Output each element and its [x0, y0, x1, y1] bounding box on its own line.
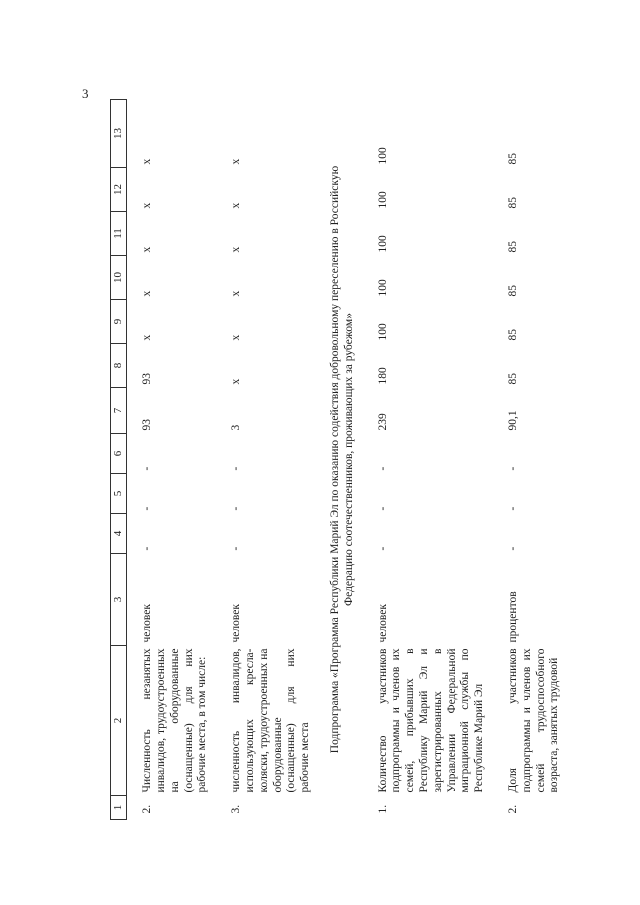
section-title: Подпрограмма «Программа Республики Марий Эл по оказанию содействия добровольному переселению в Российскую Федерацию соотечественников, проживающих за рубежом» — [328, 165, 355, 754]
value-cell: 85 — [506, 241, 519, 253]
table-row — [363, 100, 493, 820]
header-cell: 1 — [111, 796, 127, 820]
value-cell: x — [141, 334, 154, 341]
row-number: 2. — [141, 804, 154, 814]
value-cell: 100 — [376, 279, 389, 297]
header-cell: 13 — [111, 100, 127, 168]
value-cell: 100 — [376, 191, 389, 209]
header-cell: 3 — [111, 554, 127, 646]
header-cell: 7 — [111, 388, 127, 434]
value-cell: x — [141, 290, 154, 297]
value-cell: - — [376, 466, 389, 471]
value-cell: x — [230, 158, 243, 165]
row-number: 3. — [230, 804, 243, 814]
table-row — [127, 100, 216, 820]
section-row — [319, 100, 363, 820]
header-cell: 2 — [111, 646, 127, 796]
value-cell: x — [141, 158, 154, 165]
value-cell: x — [230, 378, 243, 385]
row-number: 2. — [506, 804, 519, 814]
value-cell: 93 — [141, 373, 154, 385]
header-cell: 6 — [111, 434, 127, 474]
value-cell: x — [141, 202, 154, 209]
value-cell: 100 — [376, 147, 389, 165]
unit: человек — [141, 604, 154, 643]
table-row — [216, 100, 319, 820]
indicators-table — [110, 99, 568, 820]
header-row — [111, 100, 127, 820]
header-cell: 9 — [111, 300, 127, 344]
value-cell: 85 — [506, 153, 519, 165]
indicator-name: Численность незанятых инвалидов, трудоустроенных на оборудованные (оснащенные) для них рабочие места, в том числе: — [141, 648, 209, 793]
value-cell: x — [230, 246, 243, 253]
value-cell: 3 — [230, 424, 243, 431]
value-cell: 85 — [506, 285, 519, 297]
value-cell: x — [230, 202, 243, 209]
value-cell: - — [141, 546, 154, 551]
header-cell: 11 — [111, 212, 127, 256]
row-number: 1. — [376, 804, 389, 814]
value-cell: - — [141, 506, 154, 511]
page-number: 3 — [82, 86, 89, 101]
value-cell: - — [506, 506, 519, 511]
unit: человек — [376, 604, 389, 643]
value-cell: - — [141, 466, 154, 471]
unit: процентов — [506, 591, 519, 643]
value-cell: - — [376, 546, 389, 551]
value-cell: x — [230, 334, 243, 341]
table-row — [493, 100, 568, 820]
value-cell: - — [506, 466, 519, 471]
value-cell: - — [230, 466, 243, 471]
value-cell: - — [506, 546, 519, 551]
header-cell: 4 — [111, 514, 127, 554]
header-cell: 12 — [111, 168, 127, 212]
header-cell: 10 — [111, 256, 127, 300]
value-cell: 100 — [376, 323, 389, 341]
value-cell: - — [230, 546, 243, 551]
value-cell: 100 — [376, 235, 389, 253]
indicator-name: численность инвалидов, использующих кресла-коляски, трудоустроенных на оборудованные (оснащенные) для них рабочие места — [230, 648, 312, 793]
value-cell: 90,1 — [506, 410, 519, 431]
indicator-name: Доля участников подпрограммы и членов их семей трудоспособного возраста, занятых трудовой — [506, 648, 561, 793]
value-cell: - — [230, 506, 243, 511]
value-cell: 93 — [141, 419, 154, 431]
value-cell: x — [230, 290, 243, 297]
rotated-table-sheet — [110, 100, 561, 820]
value-cell: 85 — [506, 373, 519, 385]
value-cell: 180 — [376, 367, 389, 385]
indicator-name: Количество участников подпрограммы и членов их семей, прибывших в Республику Марий Эл и зарегистрированных в Управлении Федеральной миграционной службы по Республике Марий Эл — [376, 648, 486, 793]
unit: человек — [230, 604, 243, 643]
header-cell: 8 — [111, 344, 127, 388]
value-cell: 85 — [506, 197, 519, 209]
value-cell: x — [141, 246, 154, 253]
value-cell: - — [376, 506, 389, 511]
value-cell: 85 — [506, 329, 519, 341]
header-cell: 5 — [111, 474, 127, 514]
value-cell: 239 — [376, 413, 389, 431]
